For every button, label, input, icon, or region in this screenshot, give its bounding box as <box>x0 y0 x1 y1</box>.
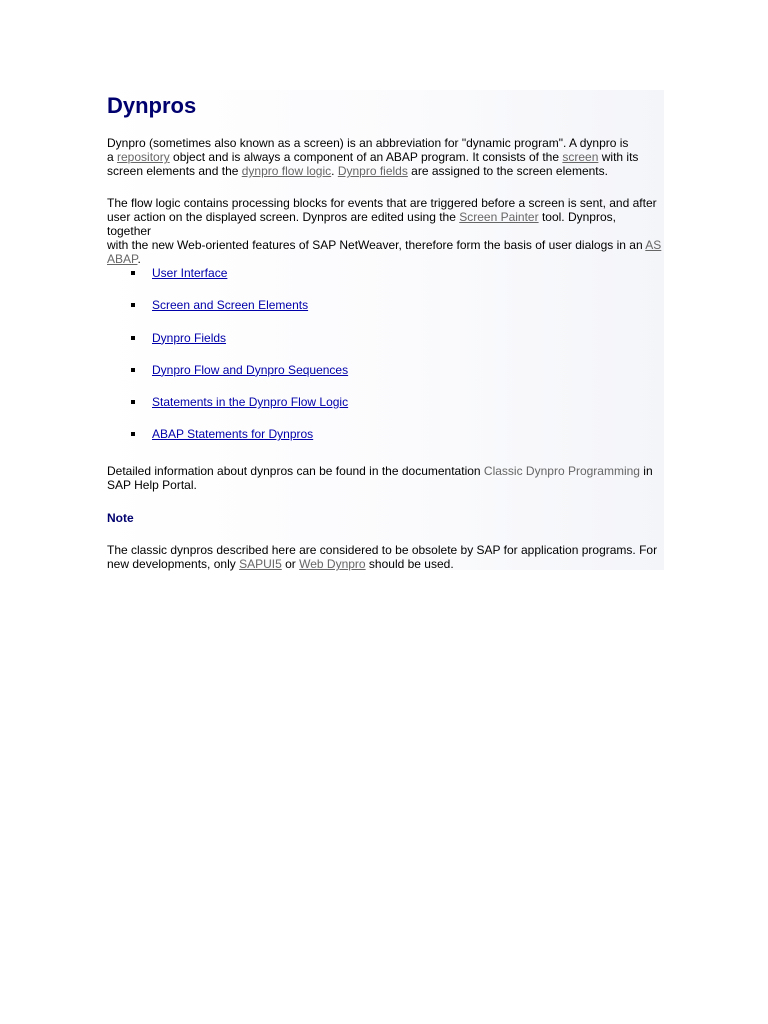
sapui5-link[interactable]: SAPUI5 <box>239 557 282 571</box>
text-run: object and is always a component of an ABAP program. It consists of the <box>169 150 563 164</box>
text-run: user action on the displayed screen. Dynpros are edited using the <box>107 210 460 224</box>
list-item <box>107 298 662 330</box>
list-item <box>107 363 662 395</box>
text-run: Detailed information about dynpros can be found in the documentation <box>107 464 484 478</box>
text-run: are assigned to the screen elements. <box>407 164 608 178</box>
note-heading: Note <box>107 511 134 525</box>
as-abap-link-part1[interactable]: AS <box>645 238 662 252</box>
documentation-paragraph <box>107 464 662 492</box>
flow-logic-paragraph <box>107 196 662 266</box>
repository-link[interactable]: repository <box>117 150 170 164</box>
intro-paragraph <box>107 136 662 178</box>
list-item <box>107 331 662 363</box>
flow-logic-statements-link[interactable]: Statements in the Dynpro Flow Logic <box>152 395 349 410</box>
dynpro-flow-logic-link[interactable]: dynpro flow logic <box>241 164 332 178</box>
dynpro-fields-link[interactable]: Dynpro fields <box>337 164 408 178</box>
text-run: Dynpro (sometimes also known as a screen) is an abbreviation for "dynamic program". A dynpro is <box>107 136 629 150</box>
text-run: The classic dynpros described here are considered to be obsolete by SAP for application programs. For <box>107 543 658 557</box>
text-run: . <box>331 164 338 178</box>
list-item <box>107 427 662 459</box>
text-run: . <box>137 252 141 266</box>
bullet-icon <box>131 336 135 340</box>
as-abap-link-part2[interactable]: ABAP <box>107 252 138 266</box>
text-run: or <box>281 557 300 571</box>
bullet-icon <box>131 368 135 372</box>
text-run: in <box>639 464 653 478</box>
user-interface-link[interactable]: User Interface <box>152 266 228 280</box>
text-run: new developments, only <box>107 557 240 571</box>
text-run: SAP Help Portal. <box>107 478 197 492</box>
text-run: The flow logic contains processing blocks for events that are triggered before a screen is sent, and after <box>107 196 657 210</box>
screen-painter-link[interactable]: Screen Painter <box>459 210 539 224</box>
bullet-icon <box>131 400 135 404</box>
bullet-icon <box>131 271 135 275</box>
text-run: with the new Web-oriented features of SAP NetWeaver, therefore form the basis of user dialogs in an <box>107 238 646 252</box>
abap-statements-link[interactable]: ABAP Statements for Dynpros <box>152 427 314 442</box>
bullet-icon <box>131 432 135 436</box>
dynpro-fields-list-link[interactable]: Dynpro Fields <box>152 330 227 345</box>
list-item <box>107 266 662 298</box>
topic-link-list <box>107 266 662 460</box>
list-item <box>107 395 662 427</box>
dynpro-flow-sequences-link[interactable]: Dynpro Flow and Dynpro Sequences <box>152 362 349 377</box>
text-run: screen elements and the <box>107 164 242 178</box>
note-paragraph <box>107 543 662 571</box>
screen-link[interactable]: screen <box>562 150 599 164</box>
text-run: a <box>107 150 118 164</box>
web-dynpro-link[interactable]: Web Dynpro <box>299 557 366 571</box>
content-area <box>100 90 664 570</box>
text-run: with its <box>598 150 639 164</box>
screen-elements-link[interactable]: Screen and Screen Elements <box>152 298 309 313</box>
text-run: should be used. <box>365 557 454 571</box>
classic-dynpro-programming-reference: Classic Dynpro Programming <box>483 464 640 478</box>
bullet-icon <box>131 303 135 307</box>
page-title: Dynpros <box>107 93 197 118</box>
text-run: tool. Dynpros, together <box>107 210 616 238</box>
